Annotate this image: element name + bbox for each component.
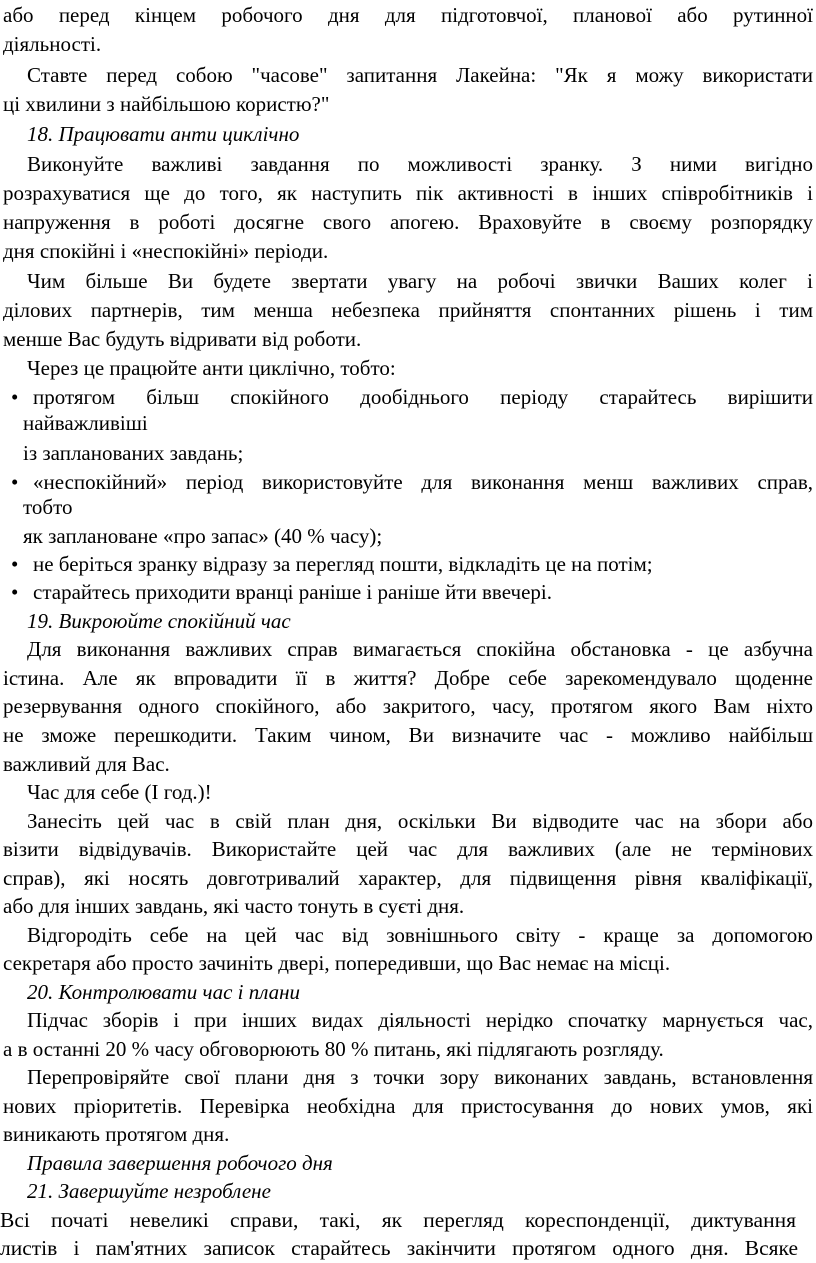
paragraph-line: істина. Але як впровадити її в життя? Добре себе зарекомендувало щоденне <box>3 666 813 690</box>
paragraph-line: ділових партнерів, тим менша небезпека прийняття спонтанних рішень і тим <box>3 298 813 322</box>
paragraph-line: Чим більше Ви будете звертати увагу на робочі звички Ваших колег і <box>27 269 813 293</box>
paragraph-line: секретаря або просто зачиніть двері, попередивши, що Вас немає на місці. <box>3 951 671 975</box>
list-item-continuation: найважливіші <box>23 411 148 435</box>
paragraph-line: Підчас зборів і при інших видах діяльності нерідко спочатку марнується час, <box>27 1008 813 1032</box>
paragraph-line: Через це працюйте анти циклічно, тобто: <box>27 356 396 380</box>
paragraph-line: діяльності. <box>3 32 102 56</box>
list-item <box>3 578 813 607</box>
paragraph-line: напруження в роботі досягне свого апогею. Враховуйте в своєму розпорядку <box>3 210 813 234</box>
paragraph-line: листів і пам'ятних записок старайтесь закінчити протягом одного дня. Всяке <box>0 1236 798 1260</box>
paragraph-line: Для виконання важливих справ вимагається спокійна обстановка - це азбучна <box>27 637 813 661</box>
section-heading-19: 19. Викроюйте спокійний час <box>27 609 291 633</box>
bullet-icon: • <box>11 470 19 494</box>
list-item <box>3 383 813 412</box>
list-item-text: протягом більш спокійного дообіднього періоду старайтесь вирішити <box>33 385 813 409</box>
paragraph-line: Виконуйте важливі завдання по можливості зранку. З ними вигідно <box>27 152 813 176</box>
list-item <box>3 550 813 579</box>
paragraph-line: Перепровіряйте свої плани дня з точки зору виконаних завдань, встановлення <box>27 1065 813 1089</box>
paragraph-line: розрахуватися ще до того, як наступить пік активності в інших співробітників і <box>3 181 813 205</box>
paragraph-line: або перед кінцем робочого дня для підготовчої, планової або рутинної <box>3 3 813 27</box>
paragraph-line: ці хвилини з найбільшою користю?" <box>3 92 330 116</box>
paragraph-line: не зможе перешкодити. Таким чином, Ви визначите час - можливо найбільш <box>3 723 813 747</box>
paragraph-line: справ), які носять довготривалий характер, для підвищення рівня кваліфікації, <box>3 866 813 890</box>
bullet-icon: • <box>11 385 19 409</box>
paragraph-line: або для інших завдань, які часто тонуть в суєті дня. <box>3 894 465 918</box>
paragraph-line: Ставте перед собою "часове" запитання Лакейна: "Як я можу використати <box>27 63 813 87</box>
paragraph-line: нових пріоритетів. Перевірка необхідна для пристосування до нових умов, які <box>3 1094 813 1118</box>
paragraph-line: Всі почaті невеликі справи, такі, як перегляд кореспонденції, диктування <box>0 1208 796 1232</box>
bullet-icon: • <box>11 552 19 576</box>
section-heading-21: 21. Завершуйте незроблене <box>27 1179 271 1203</box>
paragraph-line: дня спокійні і «неспокійні» періоди. <box>3 239 329 263</box>
paragraph-line: менше Вас будуть відривати від роботи. <box>3 327 362 351</box>
paragraph-line: виникають протягом дня. <box>3 1122 230 1146</box>
paragraph-line: важливий для Вас. <box>3 752 170 776</box>
paragraph-line: Час для себе (І год.)! <box>27 780 212 804</box>
list-item-continuation: із запланованих завдань; <box>23 441 244 465</box>
paragraph-line: резервування одного спокійного, або закритого, часу, протягом якого Вам ніхто <box>3 694 813 718</box>
list-item-text: не беріться зранку відразу за перегляд пошти, відкладіть це на потім; <box>33 552 653 576</box>
paragraph-line: а в останні 20 % часу обговорюють 80 % питань, які підлягають розгляду. <box>3 1037 664 1061</box>
list-item-continuation: тобто <box>23 495 73 519</box>
paragraph-line: Занесіть цей час в свій план дня, оскільки Ви відводите час на збори або <box>27 809 813 833</box>
bullet-icon: • <box>11 580 19 604</box>
section-heading-20: 20. Контролювати час і плани <box>27 980 301 1004</box>
list-item-text: старайтесь приходити вранці раніше і раніше йти ввечері. <box>33 580 552 604</box>
list-item-text: «неспокійний» період використовуйте для виконання менш важливих справ, <box>33 470 813 494</box>
section-heading-rules: Правила завершення робочого дня <box>27 1151 333 1175</box>
paragraph-line: Відгородіть себе на цей час від зовнішнього світу - краще за допомогою <box>27 923 813 947</box>
list-item-continuation: як заплановане «про запас» (40 % часу); <box>23 524 383 548</box>
section-heading-18: 18. Працювати анти циклічно <box>27 122 300 146</box>
paragraph-line: візити відвідувачів. Використайте цей час для важливих (але не термінових <box>3 837 813 861</box>
